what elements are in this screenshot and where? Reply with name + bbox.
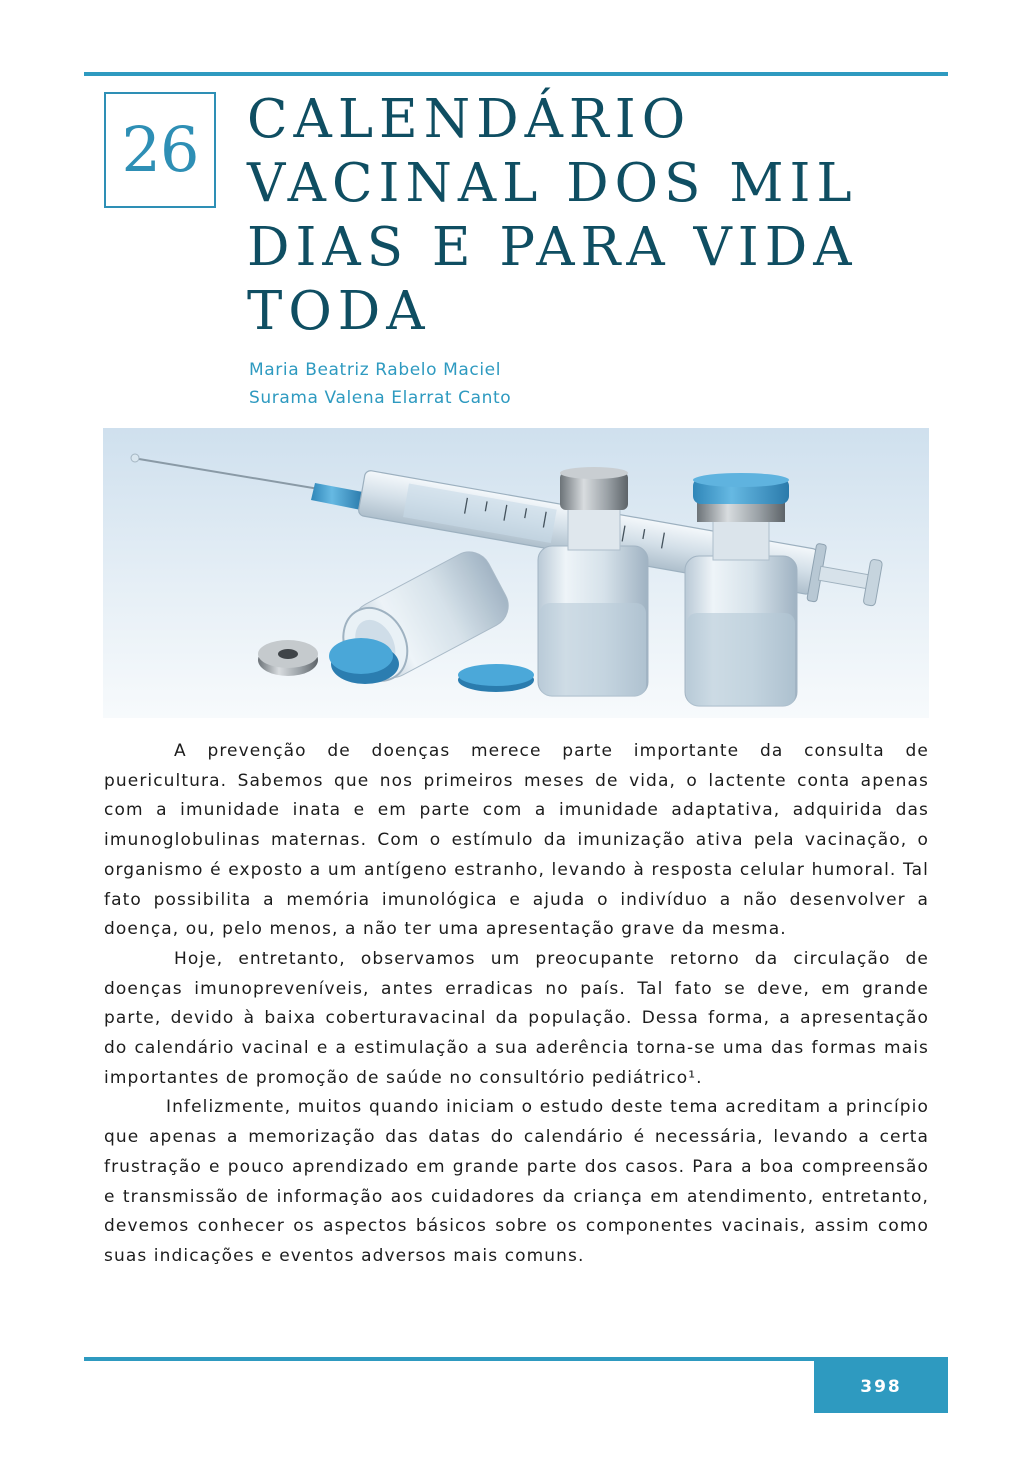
paragraph: Hoje, entretanto, observamos um preocupante retorno da circulação de doenças imunopreveníveis, antes erradicas no país. Tal fato se deve, em grande parte, devido à baixa coberturavacinal da população. Dessa forma, a apresentação do calendário vacinal e a estimulação a sua aderência torna-se uma das formas mais importantes de promoção de saúde no consultório pediátrico¹. [104, 948, 929, 1088]
paragraph: Infelizmente, muitos quando iniciam o estudo deste tema acreditam a princípio que apenas a memorização das datas do calendário é necessária, levando a certa frustração e pouco aprendizado em grande parte dos casos. Para a boa compreensão e transmissão de informação aos cuidadores da criança em atendimento, entretanto, devemos conhecer os aspectos básicos sobre os componentes vacinais, assim como suas indicações e eventos adversos mais comuns. [104, 1097, 929, 1266]
chapter-number: 26 [121, 113, 199, 186]
author-name: Surama Valena Elarrat Canto [249, 388, 512, 408]
chapter-title: CALENDÁRIO VACINAL DOS MIL DIAS E PARA VIDA TODA [247, 89, 858, 342]
author-name: Maria Beatriz Rabelo Maciel [249, 360, 502, 380]
page-number: 398 [860, 1377, 902, 1397]
author-list [249, 356, 511, 412]
top-rule [84, 72, 948, 76]
paragraph: A prevenção de doenças merece parte importante da consulta de puericultura. Sabemos que nos primeiros meses de vida, o lactente conta apenas com a imunidade inata e em parte com a imunidade adaptativa, adquirida das imunoglobulinas maternas. Com o estímulo da imunização ativa pela vacinação, o organismo é exposto a um antígeno estranho, levando à resposta celular humoral. Tal fato possibilita a memória imunológica e ajuda o indivíduo a não desenvolver a doença, ou, pelo menos, a não ter uma apresentação grave da mesma. [104, 741, 929, 940]
body-text [104, 737, 929, 1272]
page-number-box [814, 1361, 948, 1413]
chapter-number-box [104, 92, 216, 208]
vaccine-illustration [103, 428, 929, 718]
